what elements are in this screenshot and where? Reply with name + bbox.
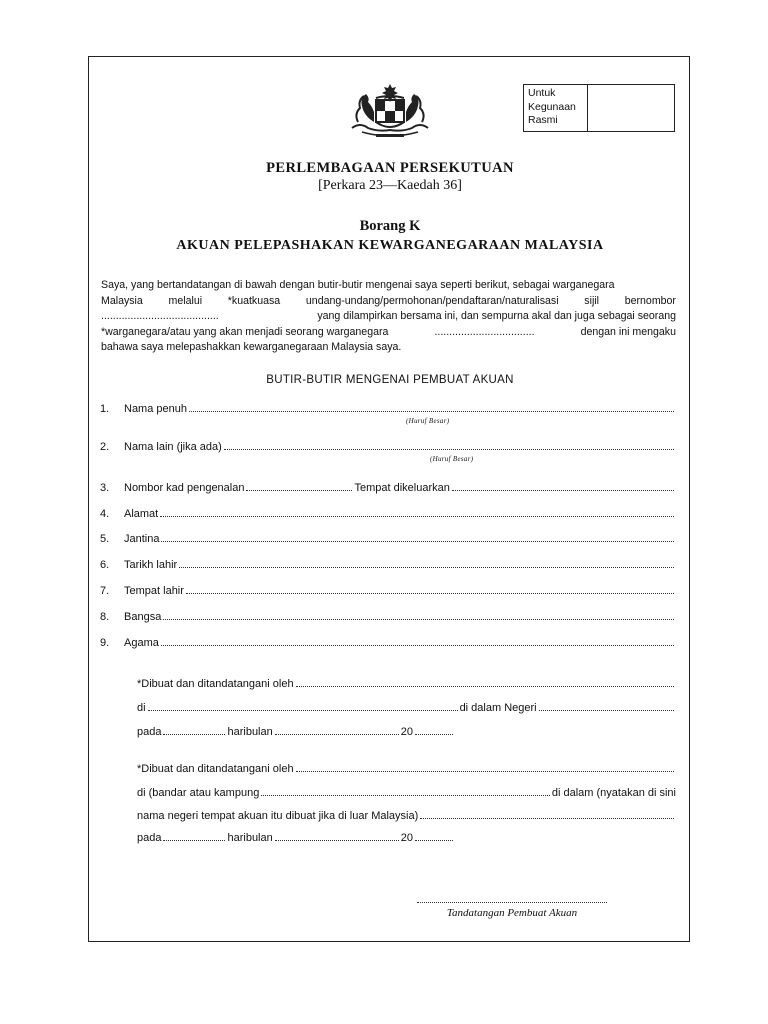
field-religion: 9. Agama <box>100 633 676 649</box>
field-birth-place: 7. Tempat lahir <box>100 581 676 597</box>
other-name-input[interactable] <box>224 449 674 450</box>
block2-year-input[interactable] <box>415 840 453 841</box>
block2-day-input[interactable] <box>163 840 225 841</box>
declaration-paragraph: Saya, yang bertandatangan di bawah dengan butir-butir mengenai saya seperti berikut, sebagai warganegara Malaysia melalui *kuatkuasa undang-undang/permohonan/pendaftaran/naturalisasi sijil bernombor ........................................ yang dilampirkan bersama ini, dan sempurna akal dan juga sebagai seorang *warganegara/atau yang akan menjadi seorang warganegara .................................. dengan ini mengaku bahawa saya melepashakkan kewarganegaraan Malaysia saya. <box>101 279 676 354</box>
signature-label: Tandatangan Pembuat Akuan <box>446 907 578 919</box>
block2-town-input[interactable] <box>261 795 550 796</box>
certificate-number-blank[interactable]: ........................................ <box>101 310 219 323</box>
section-heading: BUTIR-BUTIR MENGENAI PEMBUAT AKUAN <box>266 374 514 386</box>
document-title: PERLEMBAGAAN PERSEKUTUAN <box>266 160 514 176</box>
block2-made-by-input[interactable] <box>296 771 674 772</box>
block2-place-row: di (bandar atau kampung di dalam (nyatakan di sini <box>137 787 676 799</box>
official-use-box <box>523 84 675 132</box>
other-name-hint: (Huruf Besar) <box>430 455 474 463</box>
official-use-label: Untuk Kegunaan Rasmi <box>524 85 588 131</box>
signature-line[interactable] <box>417 902 607 903</box>
place-issued-input[interactable] <box>452 490 674 491</box>
block1-month-input[interactable] <box>275 734 399 735</box>
form-name: Borang K <box>359 218 421 234</box>
document-subtitle: [Perkara 23—Kaedah 36] <box>318 178 462 193</box>
full-name-input[interactable] <box>189 411 674 412</box>
gender-input[interactable] <box>161 541 674 542</box>
full-name-hint: (Huruf Besar) <box>406 417 450 425</box>
field-birth-date: 6. Tarikh lahir <box>100 555 676 571</box>
block2-date-row: pada haribulan 20 <box>137 828 497 844</box>
block1-state-input[interactable] <box>539 710 674 711</box>
field-other-name: 2. Nama lain (jika ada) <box>100 437 676 453</box>
birth-place-input[interactable] <box>186 593 674 594</box>
country-blank[interactable]: .................................. <box>434 325 535 338</box>
form-title: AKUAN PELEPASHAKAN KEWARGANEGARAAN MALAYSIA <box>176 238 604 253</box>
block1-year-input[interactable] <box>415 734 453 735</box>
block1-date-row: pada haribulan 20 <box>137 722 497 738</box>
field-race: 8. Bangsa <box>100 607 676 623</box>
race-input[interactable] <box>163 619 674 620</box>
block1-place-input[interactable] <box>148 710 458 711</box>
field-ic-number: 3. Nombor kad pengenalan Tempat dikeluarkan <box>100 478 676 494</box>
block1-made-by-row: *Dibuat dan ditandatangani oleh <box>137 674 676 690</box>
official-use-field[interactable] <box>588 85 674 131</box>
address-input[interactable] <box>160 516 674 517</box>
field-address: 4. Alamat <box>100 504 676 520</box>
block1-day-input[interactable] <box>163 734 225 735</box>
block2-made-by-row: *Dibuat dan ditandatangani oleh <box>137 759 676 775</box>
block1-made-by-input[interactable] <box>296 686 674 687</box>
ic-number-input[interactable] <box>246 490 352 491</box>
block2-state-input[interactable] <box>420 818 674 819</box>
religion-input[interactable] <box>161 645 674 646</box>
field-gender: 5. Jantina <box>100 529 676 545</box>
block2-month-input[interactable] <box>275 840 399 841</box>
block2-state-row: nama negeri tempat akuan itu dibuat jika di luar Malaysia) <box>137 806 676 822</box>
block1-place-row: di di dalam Negeri <box>137 698 676 714</box>
coat-of-arms-icon <box>346 82 434 142</box>
birth-date-input[interactable] <box>179 567 674 568</box>
field-full-name: 1. Nama penuh <box>100 399 676 415</box>
